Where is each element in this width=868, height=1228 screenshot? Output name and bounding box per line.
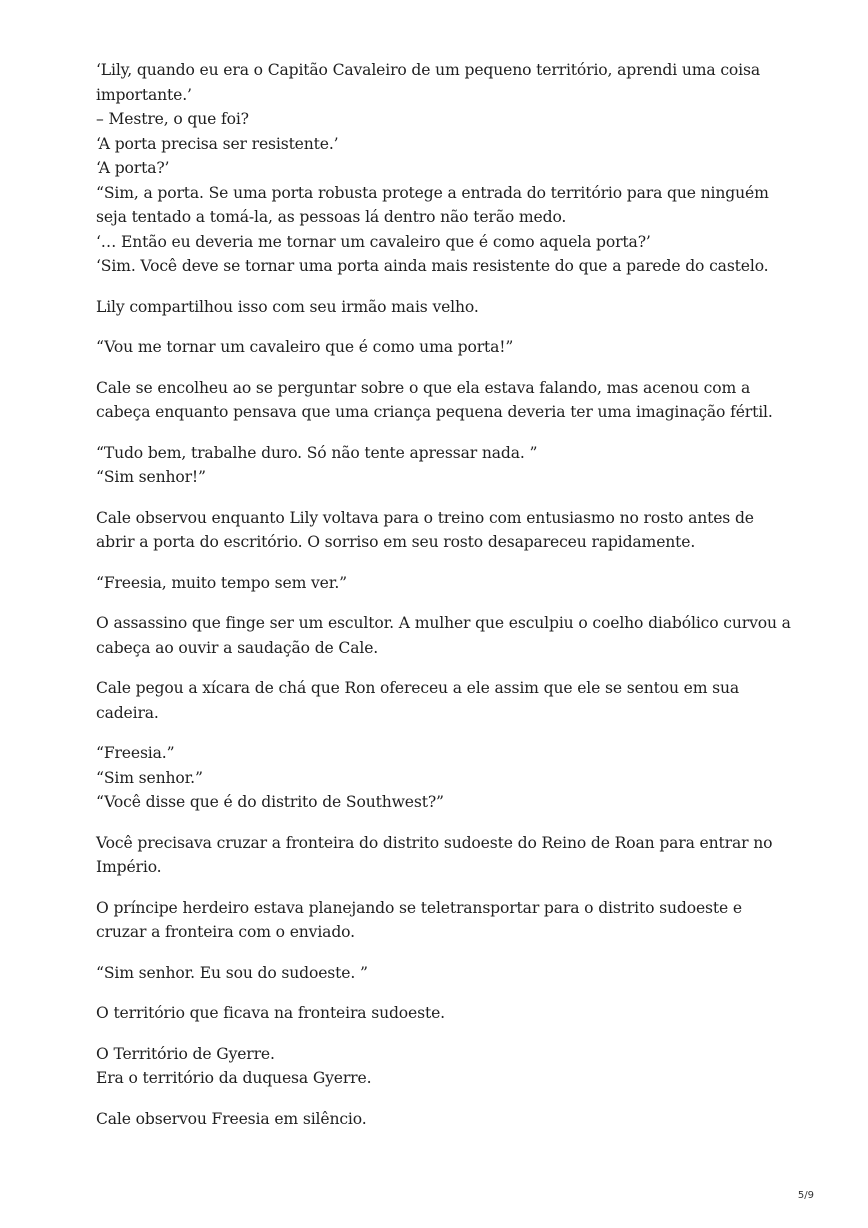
paragraph (96, 295, 796, 320)
text-line: cadeira. (96, 703, 159, 722)
text-line: “Freesia, muito tempo sem ver.” (96, 573, 347, 592)
text-line: ‘Lily, quando eu era o Capitão Cavaleiro de um pequeno território, aprendi uma coisa (96, 61, 760, 79)
text-line: “Sim senhor!” (96, 468, 206, 486)
paragraph (96, 58, 796, 279)
paragraph (96, 1042, 796, 1091)
text-line: Cale se encolheu ao se perguntar sobre o que ela estava falando, mas acenou com a (96, 378, 751, 397)
text-line: “Tudo bem, trabalhe duro. Só não tente apressar nada. ” (96, 443, 538, 462)
page-number: 5/9 (797, 1190, 814, 1201)
text-line: “Vou me tornar um cavaleiro que é como uma porta!” (96, 338, 514, 356)
paragraph (96, 506, 796, 555)
text-line: ‘Sim. Você deve se tornar uma porta ainda mais resistente do que a parede do castelo. (96, 257, 769, 275)
text-line: seja tentado a tomá-la, as pessoas lá dentro não terão medo. (96, 208, 567, 226)
text-line: cabeça enquanto pensava que uma criança pequena deveria ter uma imaginação fértil. (96, 403, 773, 421)
text-line: cruzar a fronteira com o enviado. (96, 923, 355, 941)
text-line: “Sim senhor.” (96, 768, 203, 787)
paragraph (96, 571, 796, 596)
text-line: Lily compartilhou isso com seu irmão mais velho. (96, 297, 479, 316)
text-line: abrir a porta do escritório. O sorriso em seu rosto desapareceu rapidamente. (96, 533, 696, 551)
paragraph (96, 611, 796, 660)
text-line: O príncipe herdeiro estava planejando se teletransportar para o distrito sudoeste e (96, 898, 742, 917)
text-line: Você precisava cruzar a fronteira do distrito sudoeste do Reino de Roan para entrar no (96, 833, 773, 852)
text-line: “Sim senhor. Eu sou do sudoeste. ” (96, 963, 368, 982)
paragraph (96, 441, 796, 490)
text-line: Cale observou Freesia em silêncio. (96, 1109, 367, 1128)
text-line: Cale pegou a xícara de chá que Ron ofereceu a ele assim que ele se sentou em sua (96, 679, 740, 697)
text-line: ‘… Então eu deveria me tornar um cavaleiro que é como aquela porta?’ (96, 232, 651, 251)
document-body (96, 58, 796, 1147)
text-line: Era o território da duquesa Gyerre. (96, 1069, 372, 1087)
paragraph (96, 831, 796, 880)
text-line: ‘A porta precisa ser resistente.’ (96, 134, 339, 153)
paragraph (96, 1001, 796, 1026)
paragraph (96, 376, 796, 425)
text-line: “Você disse que é do distrito de Southwest?” (96, 793, 444, 811)
text-line: importante.’ (96, 85, 192, 104)
paragraph (96, 335, 796, 360)
paragraph (96, 741, 796, 815)
paragraph (96, 1107, 796, 1132)
text-line: Cale observou enquanto Lily voltava para o treino com entusiasmo no rosto antes de (96, 508, 754, 527)
paragraph (96, 896, 796, 945)
text-line: Império. (96, 858, 162, 876)
text-line: O Território de Gyerre. (96, 1044, 275, 1063)
paragraph (96, 676, 796, 725)
text-line: cabeça ao ouvir a saudação de Cale. (96, 638, 379, 657)
text-line: O território que ficava na fronteira sudoeste. (96, 1004, 445, 1022)
paragraph (96, 961, 796, 986)
text-line: – Mestre, o que foi? (96, 110, 249, 128)
text-line: “Sim, a porta. Se uma porta robusta protege a entrada do território para que ninguém (96, 183, 769, 202)
text-line: ‘A porta?’ (96, 159, 170, 177)
text-line: “Freesia.” (96, 744, 175, 762)
text-line: O assassino que finge ser um escultor. A mulher que esculpiu o coelho diabólico curvou a (96, 614, 791, 632)
